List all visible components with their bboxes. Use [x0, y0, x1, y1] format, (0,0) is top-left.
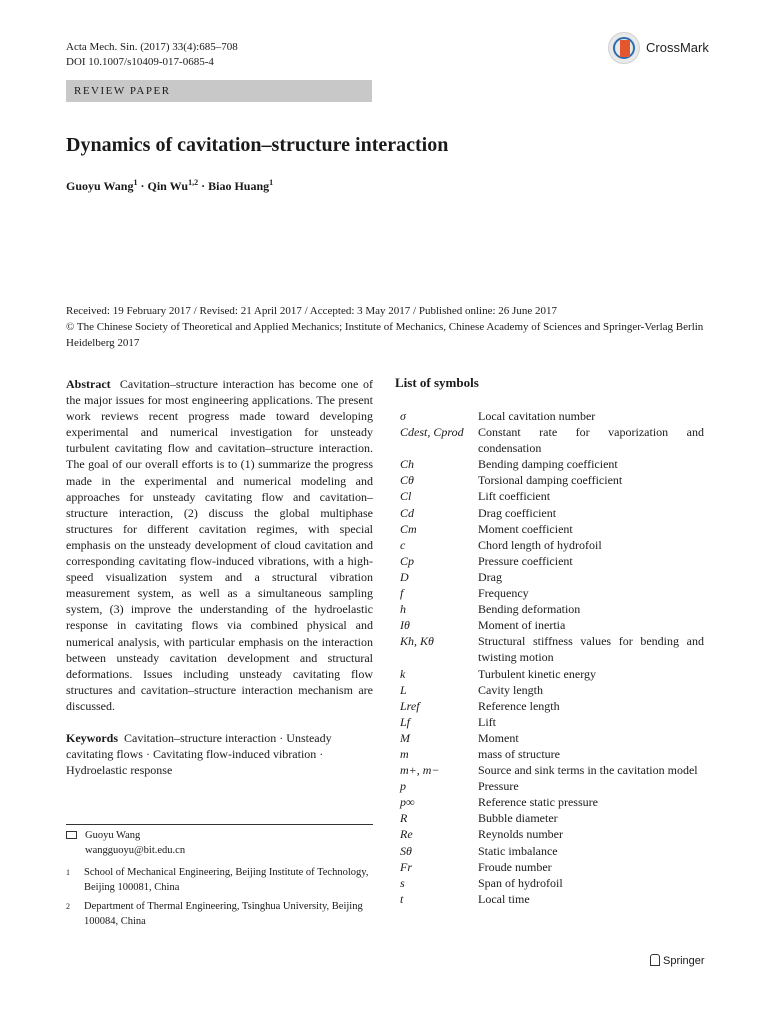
symbol: Cm — [400, 521, 417, 536]
symbol-description: Lift — [478, 714, 496, 729]
symbol-description: Reference length — [478, 698, 560, 713]
symbol-row — [400, 408, 704, 424]
symbol-description: Static imbalance — [478, 843, 558, 858]
symbol-description: Reynolds number — [478, 827, 563, 842]
symbol-row — [400, 537, 704, 553]
symbol: Iθ — [400, 618, 410, 633]
symbol-row — [400, 505, 704, 521]
symbol: k — [400, 666, 406, 681]
symbol-row — [400, 666, 704, 682]
doi: DOI 10.1007/s10409-017-0685-4 — [66, 56, 214, 68]
symbol: t — [400, 891, 404, 906]
symbol-row — [400, 488, 704, 504]
crossmark-icon — [608, 32, 640, 64]
symbols-heading: List of symbols — [395, 375, 479, 390]
symbol: Fr — [400, 859, 412, 874]
symbol: m+, m− — [400, 763, 440, 778]
symbol-description: Drag — [478, 569, 502, 584]
symbol: L — [400, 682, 407, 697]
symbol: Ch — [400, 457, 415, 472]
symbol-row — [400, 601, 704, 617]
footnote-divider — [66, 824, 373, 825]
symbol: Cp — [400, 553, 415, 568]
symbol-row — [400, 521, 704, 537]
symbol-row — [400, 472, 704, 488]
symbol: M — [400, 730, 410, 745]
author-name[interactable]: Biao Huang — [208, 179, 270, 193]
symbol: D — [400, 569, 409, 584]
symbol-row — [400, 617, 704, 633]
affiliation-2 — [66, 900, 373, 929]
symbol-description: Bubble diameter — [478, 811, 558, 826]
symbol-description: Local cavitation number — [478, 409, 596, 423]
symbol-row — [400, 746, 704, 762]
author-separator: · — [137, 179, 148, 193]
symbol-row — [400, 633, 704, 665]
author-separator: · — [198, 179, 209, 193]
author-name[interactable]: Guoyu Wang — [66, 179, 134, 193]
symbol-row — [400, 456, 704, 472]
symbol-description: Bending deformation — [478, 602, 581, 617]
symbol-row — [400, 569, 704, 585]
author-affiliation-mark: 1,2 — [188, 178, 199, 187]
springer-horse-icon — [650, 954, 660, 966]
symbol: m — [400, 746, 409, 761]
symbol: Lref — [400, 698, 420, 713]
symbol-description: Source and sink terms in the cavitation model — [478, 763, 698, 778]
author-list — [66, 178, 273, 194]
author-affiliation-mark: 1 — [269, 178, 274, 187]
symbol-description: Moment of inertia — [478, 618, 566, 633]
symbol-description: Chord length of hydrofoil — [478, 537, 602, 552]
publisher-logo — [650, 952, 705, 967]
symbol: h — [400, 602, 406, 617]
author-email[interactable]: wangguoyu@bit.edu.cn — [85, 844, 186, 856]
symbol: p — [400, 779, 406, 794]
symbol-row — [400, 859, 704, 875]
symbol-row — [400, 810, 704, 826]
symbol-description: Drag coefficient — [478, 505, 557, 520]
symbol: R — [400, 811, 408, 826]
symbol-row — [400, 585, 704, 601]
copyright-notice: © The Chinese Society of Theoretical and Applied Mechanics; Institute of Mechanics, Chinese Academy of Sciences and Springer-Verlag Berlin Heidelberg 2017 — [66, 321, 704, 349]
keywords-label: Keywords — [66, 731, 118, 745]
symbol-description: Bending damping coefficient — [478, 457, 618, 472]
symbol: c — [400, 537, 406, 552]
symbol-description: Span of hydrofoil — [478, 875, 563, 890]
symbol-row — [400, 762, 704, 778]
affiliation-number: 1 — [66, 868, 70, 877]
symbol: σ — [400, 409, 406, 423]
symbol-row — [400, 891, 704, 907]
symbol: Sθ — [400, 843, 412, 858]
journal-citation: Acta Mech. Sin. (2017) 33(4):685–708 — [66, 41, 238, 53]
symbol: Lf — [400, 714, 411, 729]
symbol-description: Froude number — [478, 859, 552, 874]
symbol: Kh, Kθ — [400, 634, 434, 649]
symbol: Cθ — [400, 473, 414, 488]
symbol-row — [400, 730, 704, 746]
symbol-description: Cavity length — [478, 682, 543, 697]
symbol-row — [400, 794, 704, 810]
article-type-banner: REVIEW PAPER — [66, 80, 372, 102]
symbol: p∞ — [400, 795, 415, 810]
affiliation-text: School of Mechanical Engineering, Beijing Institute of Technology, Beijing 100081, China — [84, 867, 369, 893]
symbol-description: Torsional damping coefficient — [478, 473, 623, 488]
symbol-description: Reference static pressure — [478, 795, 598, 810]
crossmark-logo[interactable] — [608, 32, 718, 64]
symbol-description: Moment coefficient — [478, 521, 573, 536]
author-affiliation-mark: 1 — [133, 178, 138, 187]
abstract-label: Abstract — [66, 377, 111, 391]
symbol: Re — [400, 827, 413, 842]
abstract-text: Cavitation–structure interaction has become one of the major issues for most engineering applications. The present work reviews recent progress made toward developing experimental and numerical investigation for unsteady turbulent cavitating flow and cavitation–structure interaction. The goal of our overall efforts is to (1) summarize the progress made in the experimental and numerical modeling and approaches for unsteady cavitating flow and cavitation–structure interaction, (2) discuss the global multiphase structures for different cavitation regimes, with special emphasis on the unsteady development of cloud cavitation and corresponding cavitating flow-induced vibrations, with a high-speed visualization system and a structural vibration measurement system, as well as a simultaneous sampling system, (3) improve the understanding of the hydroelastic response in cavitating flows via combined physical and numerical analysis, with particular emphasis on the interaction between unsteady cavitation development and structural deformations. Issues including unsteady cavitating flow structures and cavitation–structure interaction mechanism are discussed. — [66, 377, 373, 713]
journal-info — [66, 40, 238, 70]
correspondence — [66, 829, 185, 858]
keywords-text: Cavitation–structure interaction · Unsteady cavitating flows · Cavitating flow-induced vibration · Hydroelastic response — [66, 731, 332, 778]
symbol-description: Turbulent kinetic energy — [478, 666, 596, 681]
affiliation-1 — [66, 866, 373, 895]
symbol-description: mass of structure — [478, 746, 560, 761]
keywords — [66, 730, 373, 778]
paper-title: Dynamics of cavitation–structure interaction — [66, 134, 449, 156]
symbol-description: Local time — [478, 891, 530, 906]
crossmark-label: CrossMark — [646, 40, 709, 55]
symbol-description: Constant rate for vaporization and condensation — [478, 425, 704, 456]
symbol-row — [400, 843, 704, 859]
symbol-description: Pressure — [478, 779, 519, 794]
symbol-row — [400, 698, 704, 714]
symbol-row — [400, 682, 704, 698]
symbol-row — [400, 778, 704, 794]
history-dates: Received: 19 February 2017 / Revised: 21 April 2017 / Accepted: 3 May 2017 / Published online: 26 June 2017 — [66, 305, 557, 317]
affiliation-text: Department of Thermal Engineering, Tsinghua University, Beijing 100084, China — [84, 901, 363, 927]
envelope-icon — [66, 831, 77, 839]
symbol-row — [400, 553, 704, 569]
publication-history — [66, 303, 716, 351]
abstract — [66, 376, 373, 714]
symbol-description: Lift coefficient — [478, 489, 551, 504]
symbol-description: Structural stiffness values for bending and twisting motion — [478, 634, 704, 665]
symbol-row — [400, 875, 704, 891]
symbol: Cd — [400, 505, 415, 520]
symbol-description: Moment — [478, 730, 519, 745]
symbol-row — [400, 826, 704, 842]
publisher-name: Springer — [663, 955, 705, 967]
symbol-description: Frequency — [478, 586, 529, 601]
symbol-description: Pressure coefficient — [478, 553, 573, 568]
affiliation-number: 2 — [66, 902, 70, 911]
symbol: f — [400, 586, 404, 601]
author-name[interactable]: Qin Wu — [147, 179, 189, 193]
symbols-list — [400, 408, 704, 907]
symbol: s — [400, 875, 405, 890]
symbol: Cdest, Cprod — [400, 425, 464, 440]
symbol-row — [400, 424, 704, 456]
corresponding-author: Guoyu Wang — [85, 830, 141, 841]
symbol-row — [400, 714, 704, 730]
symbol: Cl — [400, 489, 412, 504]
